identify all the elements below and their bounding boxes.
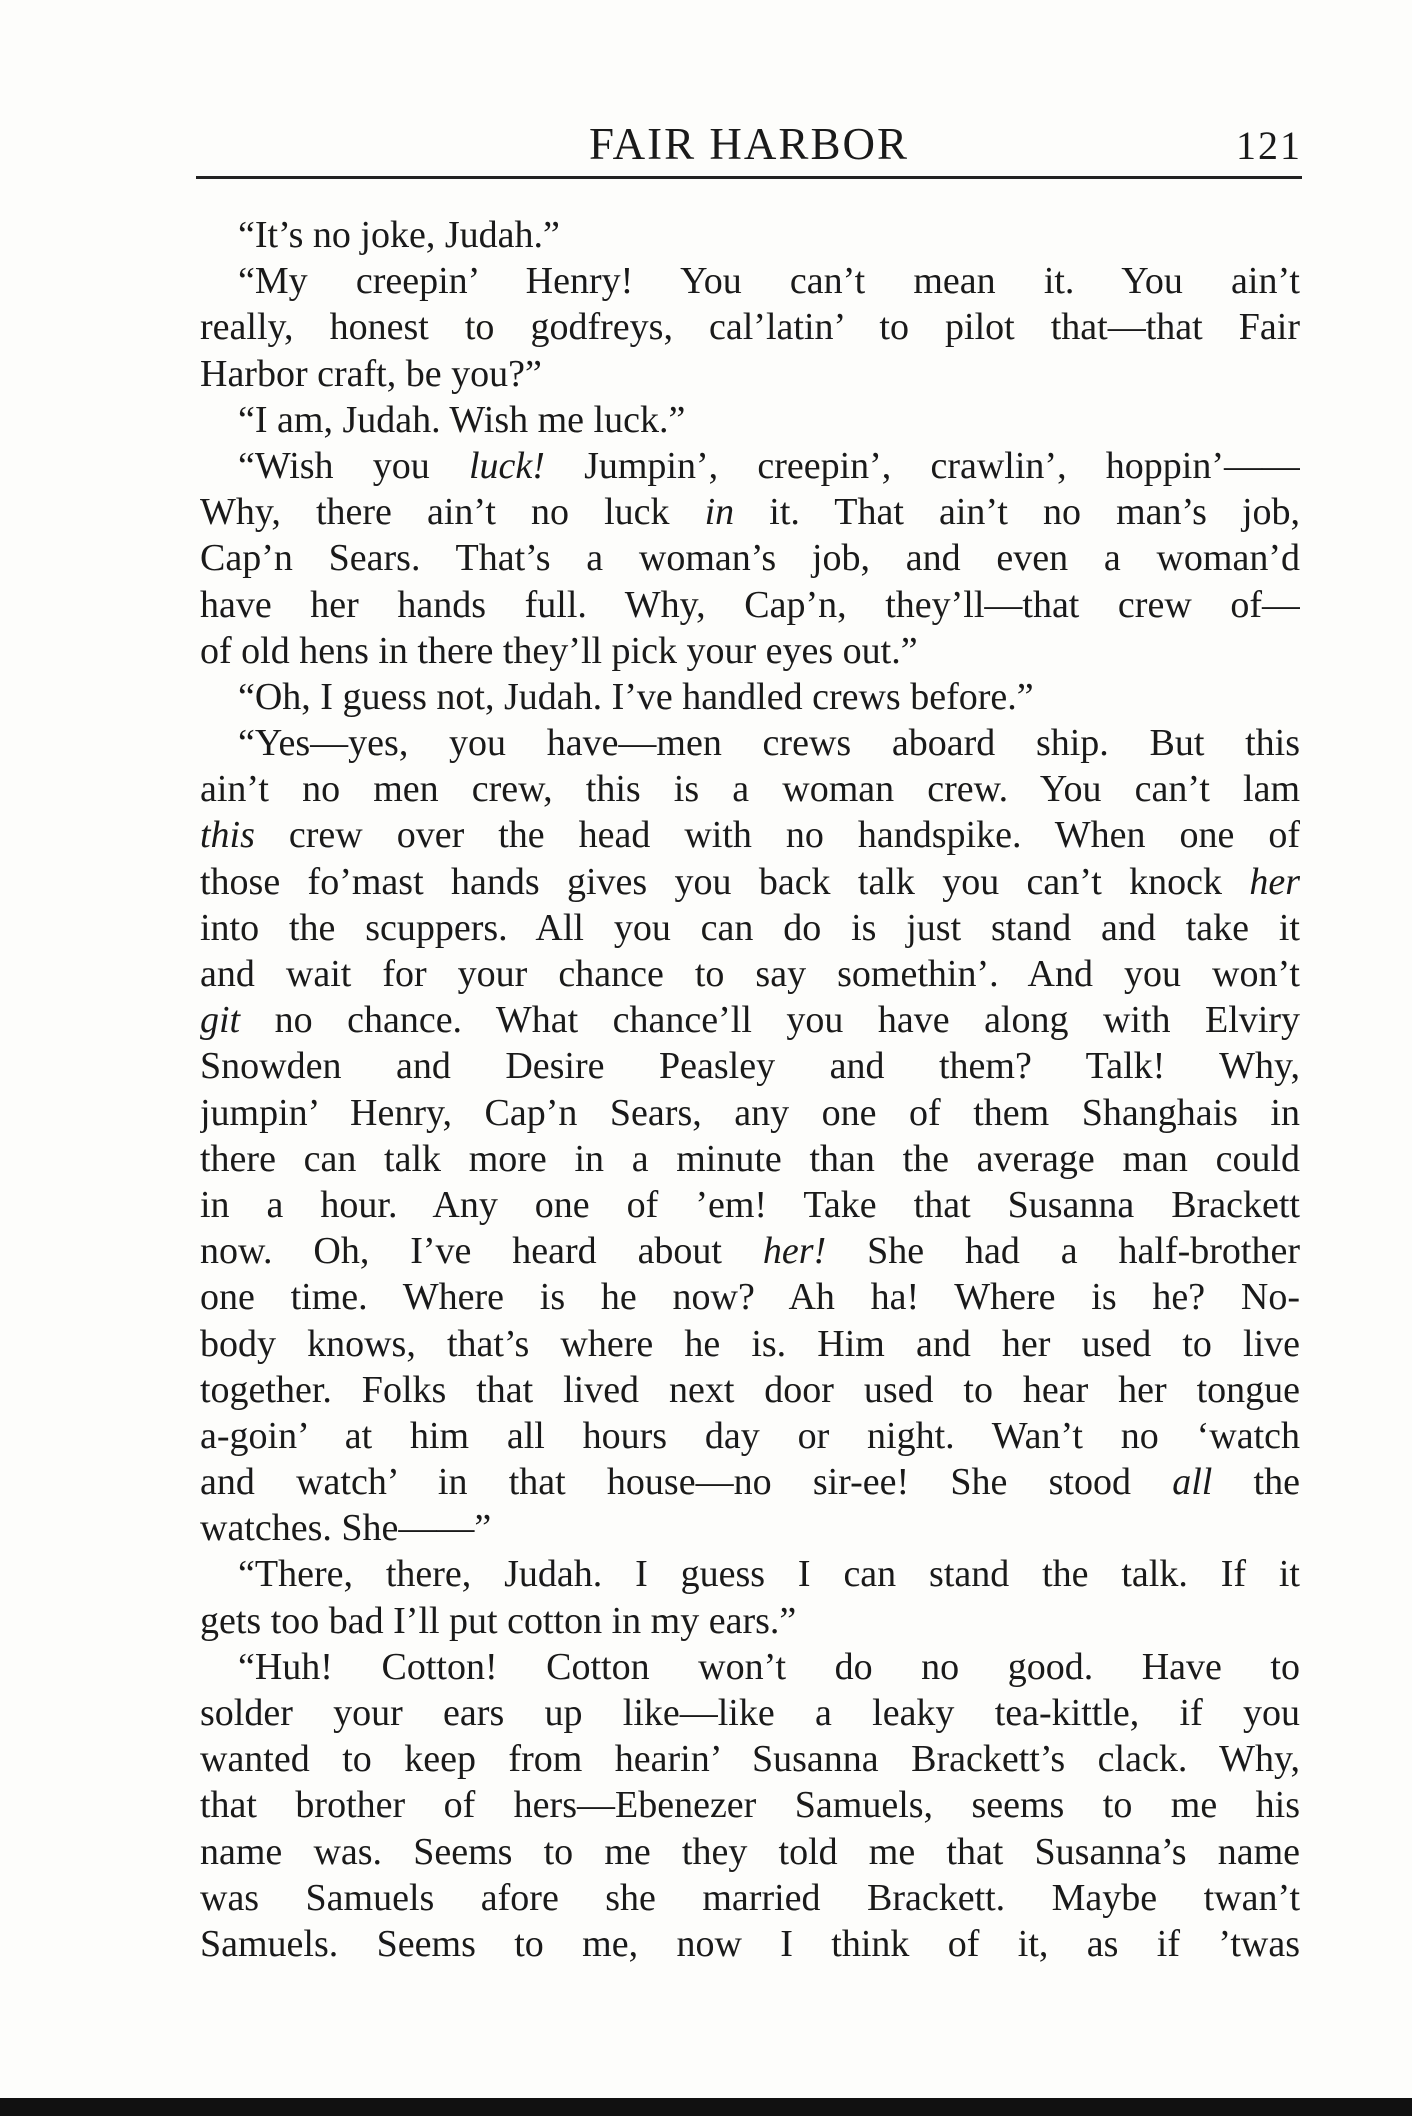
text-line: and wait for your chance to say somethin’. And you won’t: [200, 953, 1300, 995]
text-line: git no chance. What chance’ll you have along with Elviry: [200, 999, 1300, 1042]
text-line: “Yes—yes, you have—men crews aboard ship. But this: [238, 722, 1300, 765]
emphasis: luck!: [468, 444, 545, 487]
text-line: one time. Where is he now? Ah ha! Where is he? No-: [200, 1276, 1300, 1319]
text-line: wanted to keep from hearin’ Susanna Brackett’s clack. Why,: [200, 1738, 1300, 1781]
text-line: of old hens in there they’ll pick your eyes out.”: [200, 629, 918, 672]
running-header: [196, 112, 1302, 170]
text-line: and watch’ in that house—no sir-ee! She stood all the: [200, 1461, 1300, 1504]
text-line: “It’s no joke, Judah.”: [238, 214, 560, 256]
text-line: Harbor craft, be you?”: [200, 352, 542, 395]
text-line: into the scuppers. All you can do is just stand and take it: [200, 906, 1300, 949]
text-line: watches. She——”: [200, 1507, 492, 1550]
text-line: solder your ears up like—like a leaky tea-kittle, if you: [200, 1692, 1300, 1734]
emphasis: git: [200, 999, 241, 1042]
text-line: “There, there, Judah. I guess I can stand the talk. If it: [238, 1553, 1300, 1596]
text-line: Cap’n Sears. That’s a woman’s job, and even a woman’d: [200, 537, 1300, 580]
text-line: together. Folks that lived next door used to hear her tongue: [200, 1368, 1300, 1411]
text-line: “Oh, I guess not, Judah. I’ve handled crews before.”: [238, 675, 1034, 718]
emphasis: in: [704, 491, 735, 534]
emphasis: her!: [762, 1230, 827, 1273]
text-line: that brother of hers—Ebenezer Samuels, seems to me his: [200, 1784, 1300, 1827]
text-line: “Wish you luck! Jumpin’, creepin’, crawlin’, hoppin’——: [238, 444, 1300, 487]
text-line: really, honest to godfreys, cal’latin’ to pilot that—that Fair: [200, 306, 1300, 349]
page-number: 121: [1236, 123, 1302, 168]
text-line: ain’t no men crew, this is a woman crew. You can’t lam: [200, 768, 1300, 811]
text-line: name was. Seems to me they told me that Susanna’s name: [200, 1830, 1300, 1873]
text-line: body knows, that’s where he is. Him and her used to live: [200, 1322, 1300, 1365]
text-line: Why, there ain’t no luck in it. That ain’t no man’s job,: [200, 491, 1300, 534]
emphasis: her: [1249, 860, 1300, 903]
text-line: jumpin’ Henry, Cap’n Sears, any one of them Shanghais in: [200, 1091, 1300, 1134]
text-line: in a hour. Any one of ’em! Take that Susanna Brackett: [200, 1183, 1300, 1226]
emphasis: all: [1172, 1461, 1213, 1504]
text-line: have her hands full. Why, Cap’n, they’ll—that crew of—: [200, 583, 1300, 626]
scan-edge-bar: [0, 2098, 1412, 2116]
text-line: “My creepin’ Henry! You can’t mean it. You ain’t: [238, 260, 1300, 303]
header-rule: [196, 176, 1302, 179]
text-line: gets too bad I’ll put cotton in my ears.”: [200, 1599, 797, 1642]
text-line: this crew over the head with no handspike. When one of: [200, 814, 1300, 857]
text-line: “I am, Judah. Wish me luck.”: [238, 398, 686, 441]
text-line: Samuels. Seems to me, now I think of it, as if ’twas: [200, 1922, 1300, 1965]
body-text: [200, 212, 1300, 1967]
running-title: FAIR HARBOR: [589, 119, 909, 169]
text-line: now. Oh, I’ve heard about her! She had a half-brother: [200, 1230, 1300, 1273]
text-line: a-goin’ at him all hours day or night. Wan’t no ‘watch: [200, 1414, 1300, 1457]
text-line: there can talk more in a minute than the average man could: [200, 1137, 1300, 1180]
text-line: Snowden and Desire Peasley and them? Talk! Why,: [200, 1045, 1300, 1088]
text-line: “Huh! Cotton! Cotton won’t do no good. Have to: [238, 1645, 1300, 1688]
text-line: those fo’mast hands gives you back talk you can’t knock her: [200, 860, 1300, 903]
emphasis: this: [200, 814, 255, 857]
text-line: was Samuels afore she married Brackett. Maybe twan’t: [200, 1876, 1300, 1919]
